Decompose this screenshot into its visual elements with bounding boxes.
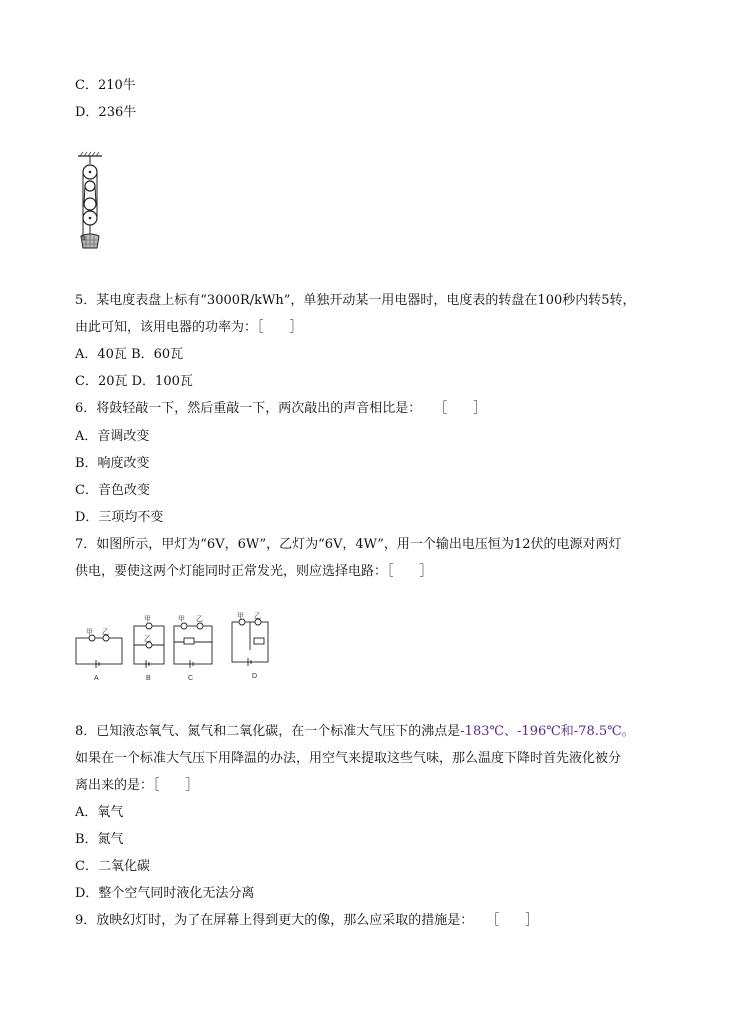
circuit-figures bbox=[72, 612, 282, 684]
circuit-b-lamp-yi: 乙 bbox=[144, 636, 151, 643]
circuit-label-d: D bbox=[252, 673, 258, 680]
q8-stem-line1-text: 8．已知液态氧气、氮气和二氧化碳，在一个标准大气压下的沸点是 bbox=[75, 724, 461, 739]
q9-stem: 9．放映幻灯时，为了在屏幕上得到更大的像，那么应采取的措施是： ［ ］ bbox=[75, 913, 539, 928]
q6-option-d: D．三项均不变 bbox=[75, 510, 164, 525]
q8-boiling-points: -183℃、-196℃和-78.5℃。 bbox=[460, 724, 635, 739]
q8-stem-line3: 离出来的是：［ ］ bbox=[75, 778, 199, 793]
q5-options-ab: A．40瓦 B．60瓦 bbox=[75, 347, 184, 362]
q4-option-d: D．236牛 bbox=[75, 105, 137, 120]
q8-stem-line1 bbox=[75, 723, 635, 741]
circuit-d-lamp-yi: 乙 bbox=[254, 613, 261, 620]
circuit-c-lamp-yi: 乙 bbox=[196, 616, 203, 623]
circuit-label-c: C bbox=[188, 675, 194, 682]
q7-stem-line1: 7．如图所示，甲灯为“6V，6W”，乙灯为“6V，4W”，用一个输出电压恒为12伏的电源对两灯 bbox=[75, 537, 622, 552]
q6-stem: 6．将鼓轻敲一下，然后重敲一下，两次敲出的声音相比是： ［ ］ bbox=[75, 401, 487, 416]
circuit-label-a: A bbox=[94, 675, 99, 682]
q5-stem-line1: 5．某电度表盘上标有“3000R/kWh”，单独开动某一用电器时，电度表的转盘在100秒内转5转， bbox=[75, 293, 636, 308]
q8-option-c: C．二氧化碳 bbox=[75, 859, 150, 874]
circuit-a-lamp-jia: 甲 bbox=[86, 629, 93, 636]
q5-options-cd: C．20瓦 D．100瓦 bbox=[75, 374, 193, 389]
q8-option-a: A．氧气 bbox=[75, 805, 124, 820]
circuit-b-lamp-jia: 甲 bbox=[144, 616, 151, 623]
circuit-c-lamp-jia: 甲 bbox=[178, 616, 185, 623]
circuit-d-lamp-jia: 甲 bbox=[237, 613, 244, 620]
circuit-label-b: B bbox=[146, 675, 151, 682]
q8-option-d: D．整个空气同时液化无法分离 bbox=[75, 886, 255, 901]
q6-option-a: A．音调改变 bbox=[75, 429, 150, 444]
q6-option-c: C．音色改变 bbox=[75, 483, 150, 498]
q7-stem-line2: 供电，要使这两个灯能同时正常发光，则应选择电路：［ ］ bbox=[75, 564, 433, 579]
q6-option-b: B．响度改变 bbox=[75, 456, 150, 471]
q8-stem-line2: 如果在一个标准大气压下用降温的办法，用空气来提取这些气味，那么温度下降时首先液化被分 bbox=[75, 751, 622, 766]
q4-option-c: C．210牛 bbox=[75, 78, 136, 93]
circuit-a-lamp-yi: 乙 bbox=[102, 629, 109, 636]
pulley-figure bbox=[70, 150, 110, 255]
q8-option-b: B．氮气 bbox=[75, 832, 124, 847]
q5-stem-line2: 由此可知，该用电器的功率为：［ ］ bbox=[75, 320, 303, 335]
